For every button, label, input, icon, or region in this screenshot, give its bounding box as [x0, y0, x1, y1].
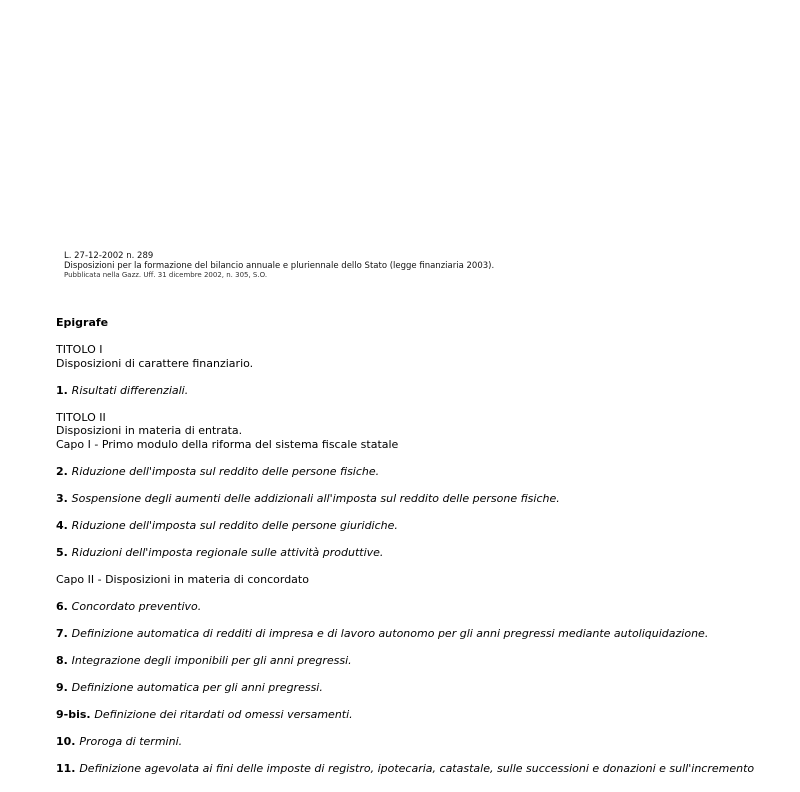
article-number: 10. — [56, 734, 80, 748]
article-6-link[interactable] — [56, 600, 796, 614]
article-number: 3. — [56, 491, 72, 505]
article-number: 6. — [56, 599, 72, 613]
article-10-link[interactable] — [56, 735, 796, 749]
article-number: 2. — [56, 464, 72, 478]
article-9-link[interactable] — [56, 681, 796, 695]
article-2-link[interactable] — [56, 465, 796, 479]
article-9bis-link[interactable] — [56, 708, 796, 722]
titolo-2-heading: TITOLO II — [56, 410, 106, 424]
document-header — [64, 251, 764, 280]
article-7-link[interactable] — [56, 627, 796, 641]
law-reference: L. 27-12-2002 n. 289 — [64, 251, 154, 261]
article-title: Sospensione degli aumenti delle addizionali all'imposta sul reddito delle persone fisiche. — [71, 491, 560, 505]
epigrafe-heading: Epigrafe — [56, 316, 109, 329]
article-title: Definizione automatica di redditi di impresa e di lavoro autonomo per gli anni pregressi mediante autoliquidazione. — [71, 626, 709, 640]
titolo-1-heading: TITOLO I — [56, 343, 103, 356]
article-title: Integrazione degli imponibili per gli anni pregressi. — [71, 653, 352, 667]
capo-1-heading: Capo I - Primo modulo della riforma del sistema fiscale statale — [56, 437, 399, 451]
law-description: Disposizioni per la formazione del bilancio annuale e pluriennale dello Stato (legge finanziaria 2003). — [64, 261, 495, 271]
article-number: 1. — [56, 383, 72, 397]
article-title: Concordato preventivo. — [71, 599, 202, 613]
article-5-link[interactable] — [56, 546, 796, 560]
titolo-2-section — [56, 411, 796, 452]
article-number: 8. — [56, 653, 72, 667]
article-title: Riduzioni dell'imposta regionale sulle attività produttive. — [71, 545, 384, 559]
article-title: Riduzione dell'imposta sul reddito delle persone fisiche. — [71, 464, 380, 478]
article-4-link[interactable] — [56, 519, 796, 533]
article-number: 4. — [56, 518, 72, 532]
article-8-link[interactable] — [56, 654, 796, 668]
article-11-link[interactable] — [56, 762, 796, 776]
article-title: Definizione automatica per gli anni pregressi. — [71, 680, 323, 694]
article-number: 9. — [56, 680, 72, 694]
article-3-link[interactable] — [56, 492, 796, 506]
publication-note: Pubblicata nella Gazz. Uff. 31 dicembre 2002, n. 305, S.O. — [64, 271, 268, 279]
article-title: Riduzione dell'imposta sul reddito delle persone giuridiche. — [71, 518, 398, 532]
titolo-1-section — [56, 343, 796, 370]
article-title: Proroga di termini. — [79, 734, 183, 748]
article-number: 11. — [56, 761, 80, 775]
article-1-link[interactable] — [56, 384, 796, 398]
capo-2-section — [56, 573, 796, 587]
article-title: Risultati differenziali. — [71, 383, 189, 397]
article-number: 9-bis. — [56, 707, 95, 721]
article-title: Definizione dei ritardati od omessi versamenti. — [94, 707, 353, 721]
article-title: Definizione agevolata ai fini delle imposte di registro, ipotecaria, catastale, sulle successioni e donazioni e sull'incremento — [79, 761, 755, 775]
article-number: 5. — [56, 545, 72, 559]
titolo-1-subheading: Disposizioni di carattere finanziario. — [56, 356, 254, 370]
article-number: 7. — [56, 626, 72, 640]
capo-2-heading: Capo II - Disposizioni in materia di concordato — [56, 572, 309, 586]
document-body — [56, 316, 796, 789]
titolo-2-subheading: Disposizioni in materia di entrata. — [56, 424, 243, 437]
